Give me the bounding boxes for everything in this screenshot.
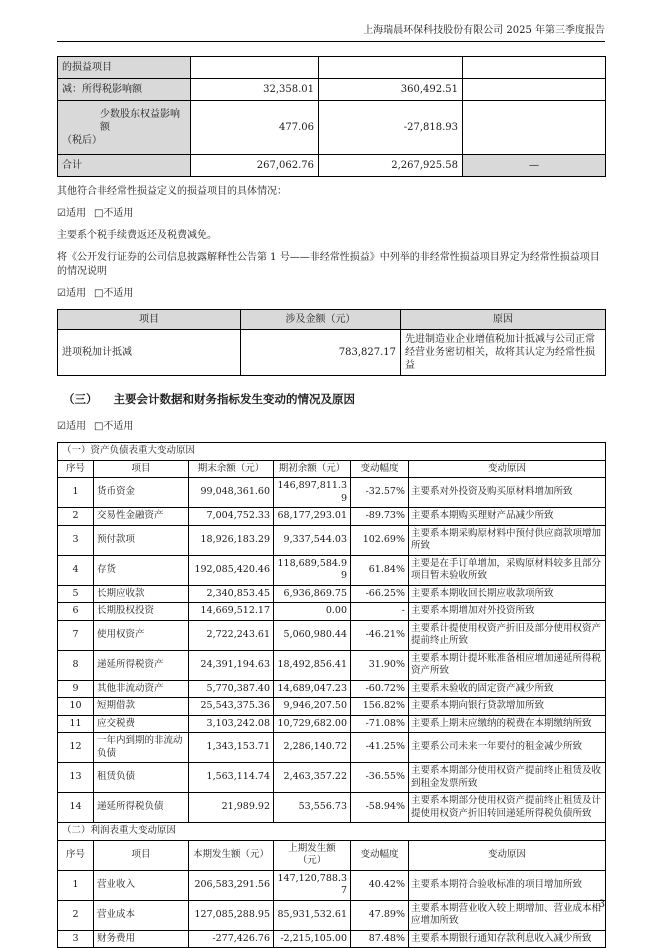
cell-item: 一年内到期的非流动负债 [94,733,189,763]
header-reason: 变动原因 [409,460,606,478]
cell-beginning: 146,897,811.39 [274,478,351,508]
reclass-table [57,309,606,376]
table-row [58,585,606,603]
cell-beginning: 68,177,293.01 [274,508,351,526]
cell-change: 102.69% [351,525,409,555]
table-caption: （一）资产负债表重大变动原因 [58,443,606,461]
cell-change: -32.57% [351,478,409,508]
item-line-1: 少数股东权益影响额 [100,109,180,133]
cell-ending: 3,103,242.08 [189,715,274,733]
header-seq: 序号 [58,460,94,478]
other-gains-detail: 主要系个税手续费返还及税费减免。 [57,230,217,241]
cell-reason: 主要系未验收的固定资产减少所致 [409,680,606,698]
header-ending-balance: 期末余额（元） [189,460,274,478]
cell-item: 合计 [58,155,191,177]
cell-current: 127,085,288.95 [189,900,274,930]
table-row [58,763,606,793]
checkbox-applicable: ☑适用 [57,208,86,219]
cell-reason: 先进制造业企业增值税加计抵减与公司正常经营业务密切相关，故将其认定为经常性损益 [401,330,606,376]
cell-change: 156.82% [351,698,409,716]
cell-beginning: 53,556.73 [274,793,351,823]
header-item: 项目 [94,840,189,870]
header-reason: 变动原因 [409,840,606,870]
cell-reason: 主要系公司未来一年要付的租金减少所致 [409,733,606,763]
cell-seq: 3 [58,525,94,555]
table-row [58,101,606,155]
cell-seq: 8 [58,650,94,680]
cell-change: - [351,603,409,621]
table-row [58,698,606,716]
section-title: 主要会计数据和财务指标发生变动的情况及原因 [113,392,355,406]
checkbox-applicable: ☑适用 [57,421,86,432]
header-change: 变动幅度 [351,840,409,870]
header-reason: 原因 [401,310,606,330]
cell-item: 短期借款 [94,698,189,716]
cell-beginning: 118,689,584.99 [274,555,351,585]
cell-seq: 7 [58,620,94,650]
report-header [57,0,605,42]
cell-reason: 主要系本期银行通知存款利息收入减少所致 [409,930,606,948]
cell-change: -60.72% [351,680,409,698]
cell-amount: 783,827.17 [241,330,401,376]
header-seq: 序号 [58,840,94,870]
cell-item: 长期股权投资 [94,603,189,621]
cell-item: 营业成本 [94,900,189,930]
applicability-line [57,207,605,221]
cell-note [463,101,606,155]
cell-item: 其他非流动资产 [94,680,189,698]
cell-beginning: 14,689,047.23 [274,680,351,698]
table-row [58,555,606,585]
cell-reason: 主要系上期末应缴纳的税费在本期缴纳所致 [409,715,606,733]
cell-ending: 7,004,752.33 [189,508,274,526]
cell-reason: 主要系计提使用权资产折旧及部分使用权资产提前终止所致 [409,620,606,650]
cell-ending: 25,543,375.36 [189,698,274,716]
cell-reason: 主要系本期营业收入较上期增加、营业成本相应增加所致 [409,900,606,930]
page-number: 3 [598,899,605,910]
cell-item: 预付款项 [94,525,189,555]
cell-ending: 21,989.92 [189,793,274,823]
checkbox-not-applicable: □不适用 [93,288,134,299]
cell-note [463,79,606,101]
cell-item: 交易性金融资产 [94,508,189,526]
cell-reason: 主要系本期收回长期应收款项所致 [409,585,606,603]
cell-seq: 12 [58,733,94,763]
cell-item: 存货 [94,555,189,585]
cell-current-amount: 32,358.01 [191,79,319,101]
cell-item: 租赁负债 [94,763,189,793]
cell-beginning: 2,286,140.72 [274,733,351,763]
cell-ending: 2,722,243.61 [189,620,274,650]
cell-item: 递延所得税负债 [94,793,189,823]
table-row [58,870,606,900]
cell-beginning: 10,729,682.00 [274,715,351,733]
table-header-row [58,460,606,478]
applicability-line [57,420,605,434]
cell-ending: 18,926,183.29 [189,525,274,555]
table-row [58,330,606,376]
table-row [58,478,606,508]
cell-item: 进项税加计抵减 [58,330,241,376]
cell-current-amount: 267,062.76 [191,155,319,177]
cell-item: 财务费用 [94,930,189,948]
cell-prior-amount: -27,818.93 [319,101,463,155]
table-row [58,525,606,555]
cell-note [463,57,606,79]
balance-sheet-change-table [57,442,606,823]
header-prior-amount: 上期发生额（元） [274,840,351,870]
header-divider [57,41,605,42]
table-row [58,733,606,763]
cell-seq: 2 [58,508,94,526]
header-beginning-balance: 期初余额（元） [274,460,351,478]
header-change: 变动幅度 [351,460,409,478]
cell-change: 47.89% [351,900,409,930]
cell-prior: 147,120,788.37 [274,870,351,900]
applicability-line [57,287,605,301]
cell-seq: 6 [58,603,94,621]
cell-change: 40.42% [351,870,409,900]
table-header-row [58,840,606,870]
cell-seq: 2 [58,900,94,930]
cell-reason: 主要系本期增加对外投资所致 [409,603,606,621]
cell-seq: 13 [58,763,94,793]
cell-item [58,101,191,155]
cell-item: 长期应收款 [94,585,189,603]
cell-reason: 主要是在手订单增加，采购原材料较多且部分项目暂未验收所致 [409,555,606,585]
cell-seq: 5 [58,585,94,603]
cell-reason: 主要系本期向银行贷款增加所致 [409,698,606,716]
item-line-2: （税后） [62,135,102,146]
cell-ending: 1,343,153.71 [189,733,274,763]
cell-prior-amount [319,57,463,79]
cell-change: -41.25% [351,733,409,763]
table-row [58,650,606,680]
cell-seq: 14 [58,793,94,823]
cell-current: 206,583,291.56 [189,870,274,900]
cell-seq: 1 [58,478,94,508]
table-caption-row [58,443,606,461]
cell-beginning: 0.00 [274,603,351,621]
checkbox-not-applicable: □不适用 [93,208,134,219]
table-row [58,508,606,526]
other-gains-title: 其他符合非经常性损益定义的损益项目的具体情况： [57,186,287,197]
cell-item: 应交税费 [94,715,189,733]
cell-item: 营业收入 [94,870,189,900]
income-statement-change-table [57,822,606,948]
header-item: 项目 [58,310,241,330]
cell-seq: 9 [58,680,94,698]
table-row [58,680,606,698]
cell-seq: 1 [58,870,94,900]
cell-item: 使用权资产 [94,620,189,650]
cell-change: -66.25% [351,585,409,603]
cell-reason: 主要系本期购买理财产品减少所致 [409,508,606,526]
table-caption: （二）利润表重大变动原因 [58,823,606,841]
header-amount: 涉及金额（元） [241,310,401,330]
checkbox-not-applicable: □不适用 [93,421,134,432]
cell-change: -36.55% [351,763,409,793]
cell-reason: 主要系本期采购原材料中预付供应商款项增加所致 [409,525,606,555]
table-row [58,793,606,823]
cell-item: 递延所得税资产 [94,650,189,680]
cell-prior-amount: 360,492.51 [319,79,463,101]
cell-ending: 99,048,361.60 [189,478,274,508]
section-heading [63,392,605,407]
cell-beginning: 2,463,357.22 [274,763,351,793]
cell-ending: 192,085,420.46 [189,555,274,585]
cell-reason: 主要系对外投资及购买原材料增加所致 [409,478,606,508]
checkbox-applicable: ☑适用 [57,288,86,299]
table-row [58,57,606,79]
table-row [58,79,606,101]
cell-reason: 主要系本期部分使用权资产提前终止租赁及计提使用权资产折旧转回递延所得税负债所致 [409,793,606,823]
cell-change: 61.84% [351,555,409,585]
cell-ending: 24,391,194.63 [189,650,274,680]
cell-item: 货币资金 [94,478,189,508]
cell-prior: 85,931,532.61 [274,900,351,930]
table-header-row [58,310,606,330]
cell-ending: 2,340,853.45 [189,585,274,603]
section-number: （三） [63,392,98,406]
cell-beginning: 5,060,980.44 [274,620,351,650]
cell-change: -58.94% [351,793,409,823]
cell-reason: 主要系本期部分使用权资产提前终止租赁及收到租金发票所致 [409,763,606,793]
cell-reason: 主要系本期符合验收标准的项目增加所致 [409,870,606,900]
cell-ending: 5,770,387.40 [189,680,274,698]
cell-item: 的损益项目 [58,57,191,79]
header-item: 项目 [94,460,189,478]
report-header-title: 上海瑞晨环保科技股份有限公司 2025 年第三季度报告 [363,25,605,36]
cell-seq: 3 [58,930,94,948]
cell-change: 87.48% [351,930,409,948]
table-row [58,620,606,650]
table-caption-row [58,823,606,841]
cell-prior: -2,215,105.00 [274,930,351,948]
header-current-amount: 本期发生额（元） [189,840,274,870]
cell-change: -89.73% [351,508,409,526]
cell-ending: 14,669,512.17 [189,603,274,621]
table-row [58,930,606,948]
cell-beginning: 6,936,869.75 [274,585,351,603]
cell-seq: 11 [58,715,94,733]
cell-change: -71.08% [351,715,409,733]
cell-seq: 4 [58,555,94,585]
cell-beginning: 9,946,207.50 [274,698,351,716]
cell-change: -46.21% [351,620,409,650]
cell-prior-amount: 2,267,925.58 [319,155,463,177]
cell-beginning: 9,337,544.03 [274,525,351,555]
cell-ending: 1,563,114.74 [189,763,274,793]
cell-beginning: 18,492,856.41 [274,650,351,680]
table-row-total [58,155,606,177]
cell-note: — [463,155,606,177]
table-row [58,900,606,930]
carryover-gains-table [57,56,606,177]
cell-reason: 主要系本期计提坏账准备相应增加递延所得税资产所致 [409,650,606,680]
cell-item: 减：所得税影响额 [58,79,191,101]
table-row [58,603,606,621]
cell-current-amount [191,57,319,79]
cell-current-amount: 477.06 [191,101,319,155]
reclass-statement: 将《公开发行证券的公司信息披露解释性公告第 1 号——非经常性损益》中列举的非经常性损益项目界定为经常性损益项目的情况说明 [57,252,600,277]
cell-seq: 10 [58,698,94,716]
table-row [58,715,606,733]
cell-current: -277,426.76 [189,930,274,948]
cell-change: 31.90% [351,650,409,680]
